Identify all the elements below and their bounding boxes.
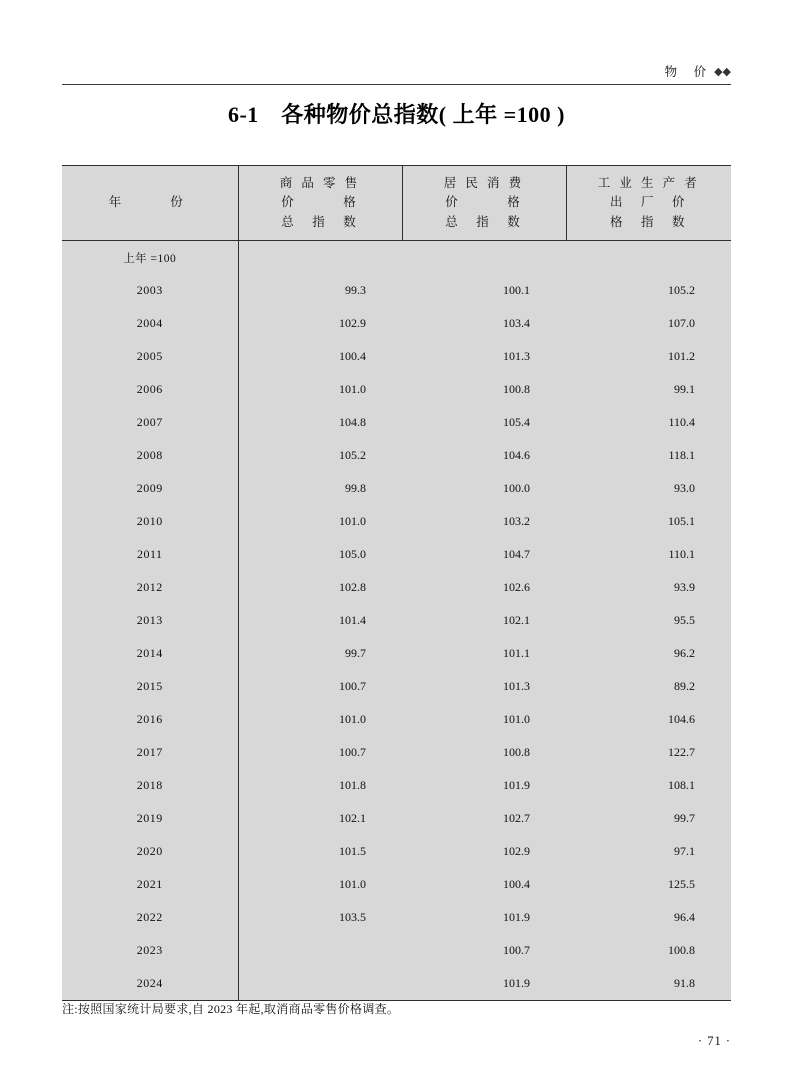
cell-empty: [238, 241, 402, 275]
table-row: [62, 340, 731, 373]
table-row: [62, 406, 731, 439]
table-row: [62, 604, 731, 637]
table-row: [62, 505, 731, 538]
cell-cpi: 104.6: [402, 439, 566, 472]
column-header-consumer-price-index: 居 民 消 费 价 格 总 指 数: [402, 166, 566, 241]
cell-ppi: 96.2: [566, 637, 731, 670]
table-row: [62, 274, 731, 307]
price-index-table: [62, 165, 731, 1001]
cell-retail: 102.8: [238, 571, 402, 604]
cell-ppi: 101.2: [566, 340, 731, 373]
cell-ppi: 105.2: [566, 274, 731, 307]
cell-year: 2016: [62, 703, 238, 736]
cell-year: 2021: [62, 868, 238, 901]
diamond-ornament-icon: ◆◆: [714, 65, 731, 78]
table-row: [62, 967, 731, 1001]
cell-ppi: 99.1: [566, 373, 731, 406]
cell-retail: 101.0: [238, 373, 402, 406]
cell-year: 2024: [62, 967, 238, 1001]
cell-retail: 105.0: [238, 538, 402, 571]
cell-year: 2004: [62, 307, 238, 340]
cell-ppi: 110.1: [566, 538, 731, 571]
cell-retail: [238, 967, 402, 1001]
cell-ppi: 89.2: [566, 670, 731, 703]
cell-year: 2020: [62, 835, 238, 868]
cell-retail: 102.1: [238, 802, 402, 835]
cell-ppi: 107.0: [566, 307, 731, 340]
cell-year: 2022: [62, 901, 238, 934]
cell-cpi: 101.1: [402, 637, 566, 670]
table-row: [62, 571, 731, 604]
cell-retail: 101.4: [238, 604, 402, 637]
table-note: 注:按照国家统计局要求,自 2023 年起,取消商品零售价格调查。: [62, 1002, 400, 1016]
cell-retail: 103.5: [238, 901, 402, 934]
table-row: [62, 901, 731, 934]
cell-year: 2017: [62, 736, 238, 769]
cell-cpi: 101.0: [402, 703, 566, 736]
cell-cpi: 100.4: [402, 868, 566, 901]
cell-cpi: 100.8: [402, 373, 566, 406]
table-row: [62, 802, 731, 835]
cell-ppi: 110.4: [566, 406, 731, 439]
base-period-label: 上年 =100: [62, 241, 238, 275]
cell-year: 2012: [62, 571, 238, 604]
cell-cpi: 100.0: [402, 472, 566, 505]
cell-cpi: 102.6: [402, 571, 566, 604]
cell-year: 2013: [62, 604, 238, 637]
header-rule: [62, 84, 731, 85]
page-title: 6-1 各种物价总指数( 上年 =100 ): [227, 102, 565, 127]
cell-retail: 104.8: [238, 406, 402, 439]
column-header-year: 年 份: [62, 166, 238, 241]
cell-year: 2003: [62, 274, 238, 307]
cell-year: 2010: [62, 505, 238, 538]
cell-retail: 99.7: [238, 637, 402, 670]
cell-cpi: 105.4: [402, 406, 566, 439]
table-row: [62, 472, 731, 505]
cell-cpi: 101.9: [402, 967, 566, 1001]
cell-ppi: 100.8: [566, 934, 731, 967]
cell-year: 2007: [62, 406, 238, 439]
cell-year: 2018: [62, 769, 238, 802]
cell-year: 2005: [62, 340, 238, 373]
cell-retail: 100.4: [238, 340, 402, 373]
table-row: [62, 835, 731, 868]
cell-retail: 101.5: [238, 835, 402, 868]
cell-retail: 100.7: [238, 736, 402, 769]
table-body: [62, 241, 731, 1001]
cell-empty: [566, 241, 731, 275]
cell-year: 2006: [62, 373, 238, 406]
column-header-retail-price-index: 商 品 零 售 价 格 总 指 数: [238, 166, 402, 241]
cell-ppi: 91.8: [566, 967, 731, 1001]
cell-retail: 99.8: [238, 472, 402, 505]
table-row: [62, 736, 731, 769]
table-row: [62, 637, 731, 670]
cell-cpi: 101.3: [402, 670, 566, 703]
cell-ppi: 125.5: [566, 868, 731, 901]
cell-cpi: 103.2: [402, 505, 566, 538]
table-row: [62, 307, 731, 340]
page-header: [665, 62, 731, 80]
table-row: [62, 934, 731, 967]
cell-year: 2023: [62, 934, 238, 967]
cell-retail: 101.0: [238, 868, 402, 901]
cell-retail: 101.0: [238, 703, 402, 736]
column-header-producer-price-index: 工 业 生 产 者 出 厂 价 格 指 数: [566, 166, 731, 241]
cell-cpi: 103.4: [402, 307, 566, 340]
cell-ppi: 118.1: [566, 439, 731, 472]
cell-year: 2014: [62, 637, 238, 670]
cell-cpi: 100.1: [402, 274, 566, 307]
cell-year: 2011: [62, 538, 238, 571]
cell-retail: 99.3: [238, 274, 402, 307]
cell-year: 2019: [62, 802, 238, 835]
table-row: [62, 868, 731, 901]
cell-ppi: 122.7: [566, 736, 731, 769]
table-row: [62, 670, 731, 703]
cell-cpi: 102.9: [402, 835, 566, 868]
cell-ppi: 108.1: [566, 769, 731, 802]
cell-cpi: 101.9: [402, 769, 566, 802]
cell-cpi: 102.7: [402, 802, 566, 835]
cell-retail: [238, 934, 402, 967]
cell-ppi: 93.9: [566, 571, 731, 604]
page-number: · 71 ·: [697, 1034, 731, 1048]
table-row: [62, 373, 731, 406]
cell-empty: [402, 241, 566, 275]
cell-year: 2009: [62, 472, 238, 505]
cell-retail: 102.9: [238, 307, 402, 340]
cell-cpi: 100.7: [402, 934, 566, 967]
cell-ppi: 95.5: [566, 604, 731, 637]
cell-ppi: 97.1: [566, 835, 731, 868]
cell-year: 2008: [62, 439, 238, 472]
cell-cpi: 102.1: [402, 604, 566, 637]
cell-ppi: 93.0: [566, 472, 731, 505]
table-row: [62, 538, 731, 571]
cell-cpi: 101.9: [402, 901, 566, 934]
table-row: [62, 439, 731, 472]
cell-cpi: 101.3: [402, 340, 566, 373]
cell-ppi: 96.4: [566, 901, 731, 934]
cell-retail: 101.0: [238, 505, 402, 538]
cell-retail: 101.8: [238, 769, 402, 802]
cell-ppi: 99.7: [566, 802, 731, 835]
cell-ppi: 105.1: [566, 505, 731, 538]
cell-cpi: 100.8: [402, 736, 566, 769]
cell-retail: 105.2: [238, 439, 402, 472]
header-section-label: 物 价: [664, 65, 709, 79]
table-row: [62, 241, 731, 275]
cell-cpi: 104.7: [402, 538, 566, 571]
table-row: [62, 769, 731, 802]
cell-retail: 100.7: [238, 670, 402, 703]
cell-year: 2015: [62, 670, 238, 703]
cell-ppi: 104.6: [566, 703, 731, 736]
table-row: [62, 703, 731, 736]
